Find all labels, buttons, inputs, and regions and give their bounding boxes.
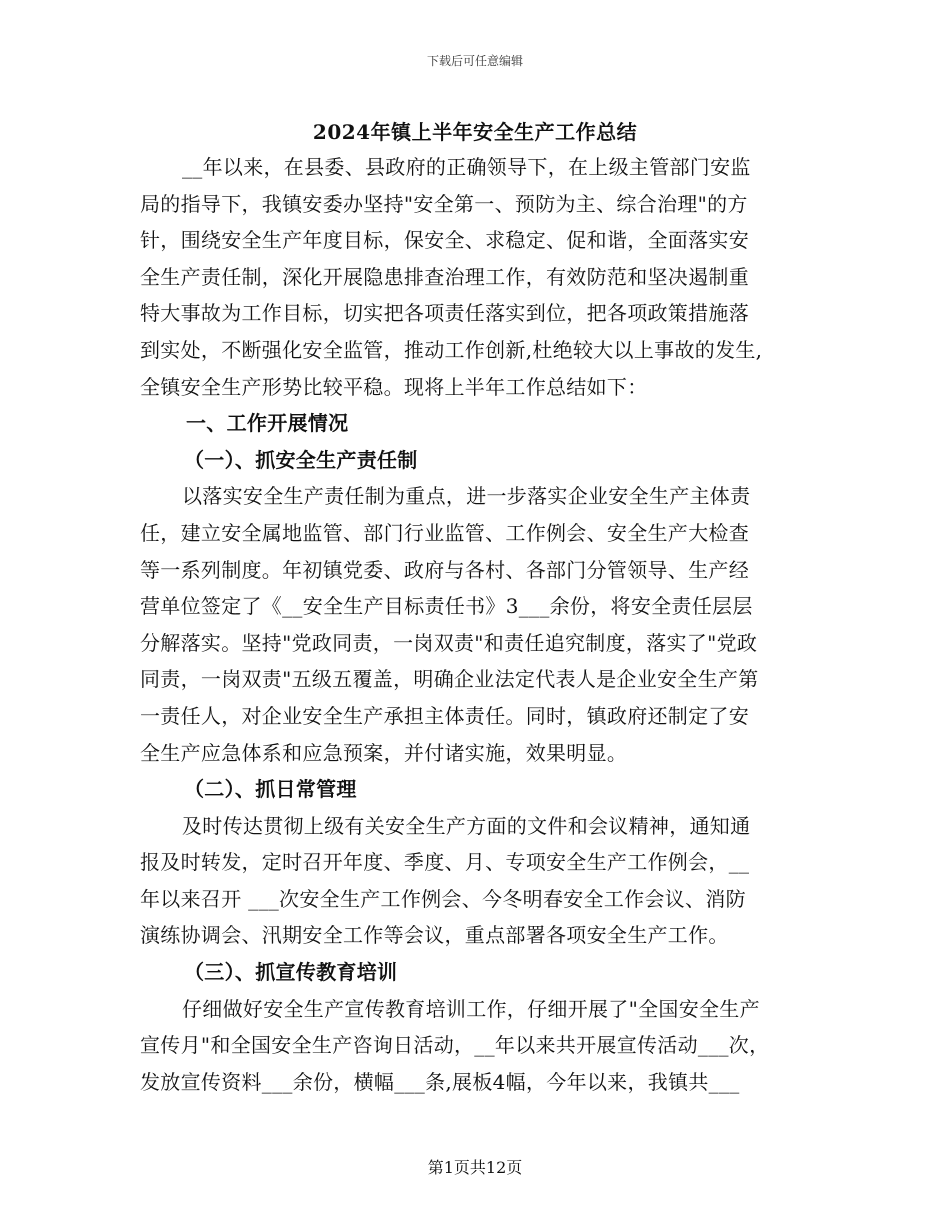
paragraph-line: 报及时转发，定时召开年度、季度、月、专项安全生产工作例会，__ <box>140 850 750 875</box>
paragraph-line: 营单位签定了《__安全生产目标责任书》3___余份，将安全责任层层 <box>140 594 753 619</box>
subsection-heading: （一）、抓安全生产责任制 <box>184 447 418 472</box>
paragraph-line: 特大事故为工作目标，切实把各项责任落实到位，把各项政策措施落 <box>140 301 749 326</box>
paragraph-line: 分解落实。坚持"党政同责，一岗双责"和责任追究制度，落实了"党政 <box>140 630 758 655</box>
document-body <box>140 149 810 1100</box>
subsection-heading: （三）、抓宣传教育培训 <box>184 960 398 985</box>
paragraph-line: 发放宣传资料___余份，横幅___条,展板4幅，今年以来，我镇共___ <box>140 1069 740 1094</box>
paragraph-line: 同责，一岗双责"五级五覆盖，明确企业法定代表人是企业安全生产第 <box>140 667 759 692</box>
section-heading: 一、工作开展情况 <box>186 411 349 436</box>
paragraph-line: 到实处，不断强化安全监管，推动工作创新,杜绝较大以上事故的发生, <box>140 337 763 362</box>
paragraph-line: 一责任人，对企业安全生产承担主体责任。同时，镇政府还制定了安 <box>140 703 749 728</box>
paragraph-line: 针，围绕安全生产年度目标，保安全、求稳定、促和谐，全面落实安 <box>140 228 749 253</box>
subsection-heading: （二）、抓日常管理 <box>184 777 357 802</box>
paragraph-line: 全镇安全生产形势比较平稳。现将上半年工作总结如下： <box>140 374 648 399</box>
document-title: 2024年镇上半年安全生产工作总结 <box>312 120 638 144</box>
paragraph-line: 等一系列制度。年初镇党委、政府与各村、各部门分管领导、生产经 <box>140 557 749 582</box>
paragraph-line: 任，建立安全属地监管、部门行业监管、工作例会、安全生产大检查 <box>140 520 749 545</box>
paragraph-line: __年以来，在县委、县政府的正确领导下，在上级主管部门安监 <box>182 155 751 179</box>
page-footer: 第1页共12页 <box>427 1158 523 1177</box>
paragraph-line: 及时传达贯彻上级有关安全生产方面的文件和会议精神，通知通 <box>182 813 751 838</box>
paragraph-line: 以落实安全生产责任制为重点，进一步落实企业安全生产主体责 <box>182 484 751 509</box>
paragraph-line: 全生产责任制，深化开展隐患排查治理工作，有效防范和坚决遏制重 <box>140 264 749 289</box>
paragraph-line: 演练协调会、汛期安全工作等会议，重点部署各项安全生产工作。 <box>140 923 729 948</box>
header-note: 下载后可任意编辑 <box>426 54 523 68</box>
paragraph-line: 仔细做好安全生产宣传教育培训工作，仔细开展了"全国安全生产 <box>182 996 760 1021</box>
paragraph-line: 年以来召开 ___次安全生产工作例会、今冬明春安全工作会议、消防 <box>140 886 746 911</box>
paragraph-line: 全生产应急体系和应急预案，并付诸实施，效果明显。 <box>140 740 628 765</box>
paragraph-line: 局的指导下，我镇安委办坚持"安全第一、预防为主、综合治理"的方 <box>140 191 748 216</box>
paragraph-line: 宣传月"和全国安全生产咨询日活动，__年以来共开展宣传活动___次， <box>140 1033 770 1058</box>
